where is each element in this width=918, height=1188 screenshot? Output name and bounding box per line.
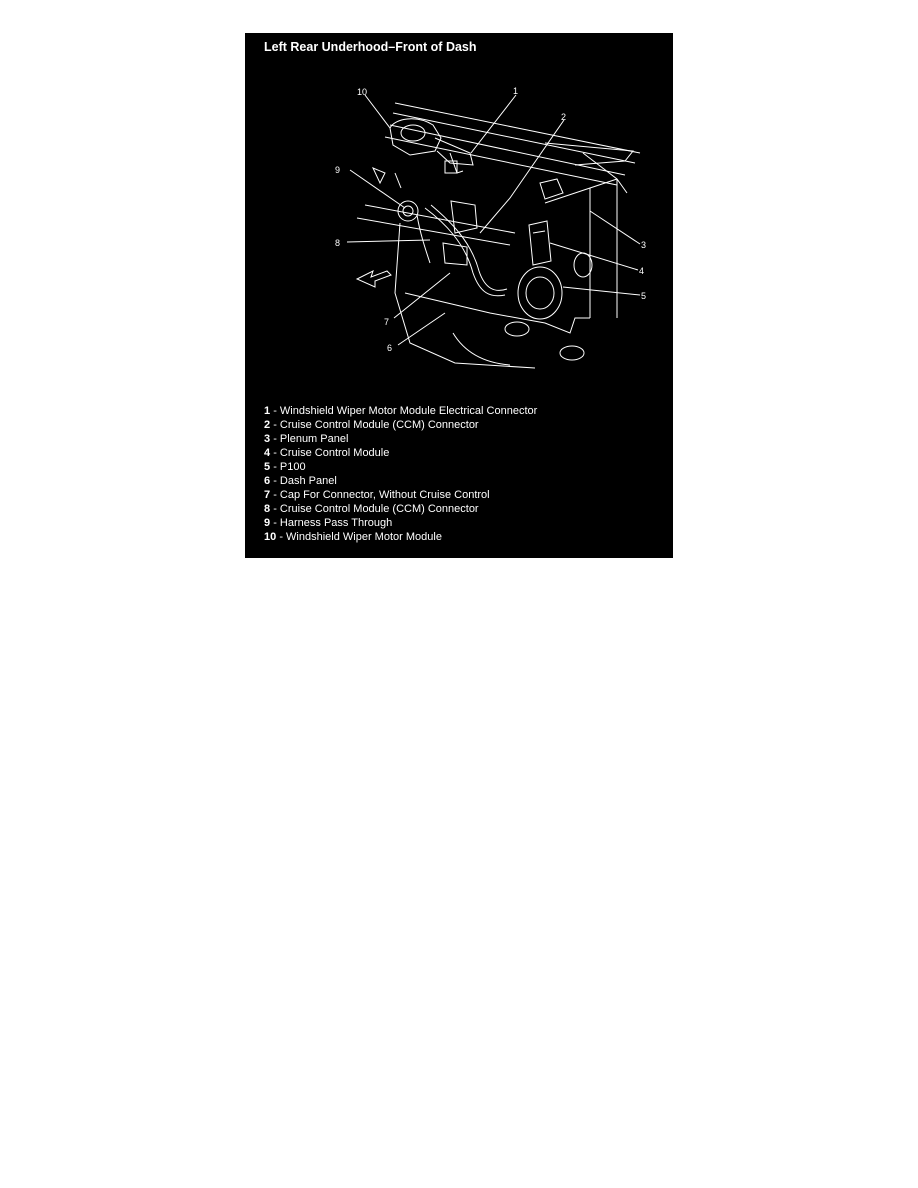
legend-number: 2 xyxy=(264,419,271,431)
legend-list xyxy=(264,404,537,544)
legend-label: Cruise Control Module (CCM) Connector xyxy=(279,419,479,431)
callout-4: 4 xyxy=(639,266,645,276)
legend-item xyxy=(264,516,537,530)
callout-1: 1 xyxy=(513,86,519,96)
callout-6: 6 xyxy=(387,343,393,353)
legend-separator: - xyxy=(273,461,277,473)
legend-label: Windshield Wiper Motor Module xyxy=(286,531,442,543)
legend-item xyxy=(264,446,537,460)
legend-label: Dash Panel xyxy=(279,475,337,487)
callout-3: 3 xyxy=(641,240,647,250)
legend-label: Windshield Wiper Motor Module Electrical Connector xyxy=(279,405,538,417)
legend-item xyxy=(264,418,537,432)
legend-separator: - xyxy=(273,503,277,515)
legend-separator: - xyxy=(273,419,277,431)
cruise-control-module-shape xyxy=(529,221,551,265)
legend-item xyxy=(264,404,537,418)
legend-number: 4 xyxy=(264,447,271,459)
legend-number: 3 xyxy=(264,433,271,445)
legend-item xyxy=(264,488,537,502)
legend-item xyxy=(264,502,537,516)
legend-separator: - xyxy=(273,405,277,417)
figure-title: Left Rear Underhood–Front of Dash xyxy=(264,40,477,54)
legend-item xyxy=(264,432,537,446)
legend-item xyxy=(264,460,537,474)
harness-pass-through-shape xyxy=(373,168,418,221)
legend-separator: - xyxy=(273,447,277,459)
legend-label: Harness Pass Through xyxy=(279,517,393,529)
legend-item xyxy=(264,530,537,544)
legend-label: P100 xyxy=(279,461,306,473)
legend-separator: - xyxy=(273,517,277,529)
legend-separator: - xyxy=(279,531,283,543)
wiring-harness-shape xyxy=(417,205,507,296)
legend-separator: - xyxy=(273,489,277,501)
callout-7: 7 xyxy=(384,317,390,327)
legend-number: 1 xyxy=(264,405,271,417)
legend-number: 7 xyxy=(264,489,271,501)
callout-8: 8 xyxy=(335,238,341,248)
diagram-figure xyxy=(245,33,673,558)
legend-number: 5 xyxy=(264,461,271,473)
callout-10: 10 xyxy=(357,87,368,97)
legend-label: Cruise Control Module xyxy=(279,447,390,459)
legend-item xyxy=(264,474,537,488)
legend-separator: - xyxy=(273,475,277,487)
callout-9: 9 xyxy=(335,165,341,175)
legend-number: 6 xyxy=(264,475,271,487)
legend-number: 9 xyxy=(264,517,271,529)
legend-label: Plenum Panel xyxy=(279,433,349,445)
callout-2: 2 xyxy=(561,112,567,122)
forward-arrow-shape xyxy=(357,271,391,287)
legend-label: Cap For Connector, Without Cruise Control xyxy=(279,489,490,501)
plenum-panel-shape xyxy=(357,103,640,318)
callout-5: 5 xyxy=(641,291,647,301)
legend-separator: - xyxy=(273,433,277,445)
legend-number: 8 xyxy=(264,503,271,515)
connector-shapes xyxy=(443,161,563,265)
legend-number: 10 xyxy=(264,531,277,543)
legend-label: Cruise Control Module (CCM) Connector xyxy=(279,503,479,515)
